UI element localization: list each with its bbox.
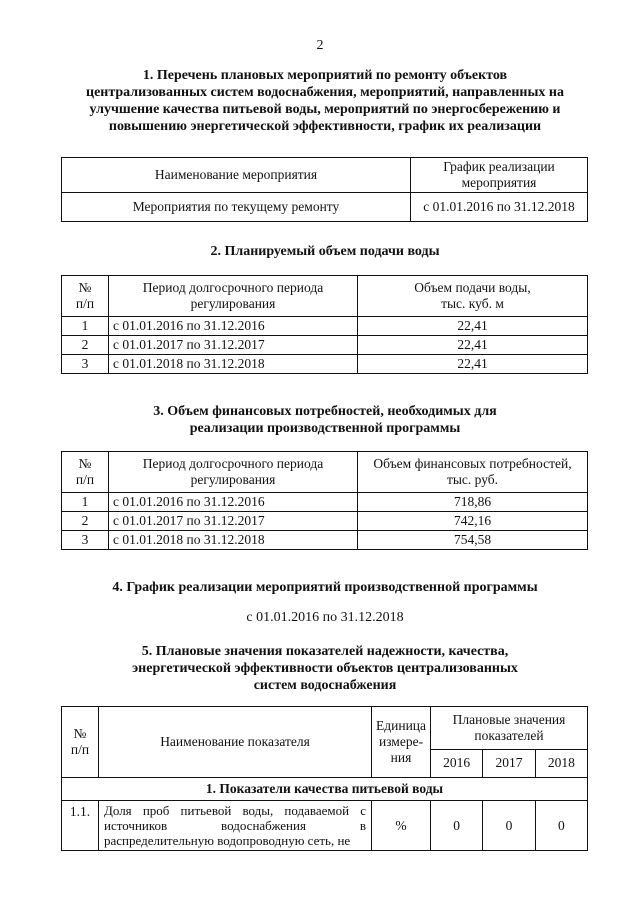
row-value: 718,86 [358,493,588,512]
section3-title-line: реализации производственной программы [189,421,461,436]
row-name: Мероприятия по текущему ремонту [62,193,411,222]
row-value-2018: 0 [535,801,587,851]
section4-title: 4. График реализации мероприятий производственной программы [112,580,538,595]
row-value: 22,41 [358,336,588,355]
header-value-cell [358,452,588,493]
header-value-line: Объем финансовых потребностей, [373,456,572,471]
header-num-cell [62,452,109,493]
table-row [62,336,588,355]
row-num: 1 [62,317,109,336]
table-header-row [62,707,588,750]
section3-table [61,451,588,550]
row-value: 742,16 [358,512,588,531]
header-value-cell [358,276,588,317]
header-value-line: Объем подачи воды, [414,280,531,295]
header-schedule-line: График реализации [443,159,555,174]
table-row [62,317,588,336]
header-year-2017: 2017 [483,749,535,777]
section2-table [61,275,588,374]
header-period-cell [109,276,358,317]
header-period-line: регулирования [190,472,276,487]
header-period-line: Период долгосрочного периода [142,280,324,295]
row-value-2017: 0 [483,801,535,851]
header-unit-cell [372,707,431,778]
header-plan-line: показателей [474,727,544,743]
section1-title-line: улучшение качества питьевой воды, мероприятий по энергосбережению и [89,102,561,117]
header-num-line: № [78,456,92,471]
quality-subheader-text: 1. Показатели качества питьевой воды [205,781,444,796]
page-number: 2 [316,38,324,53]
header-name: Наименование показателя [160,734,310,749]
row-num: 1 [62,493,109,512]
row-value: 754,58 [358,531,588,550]
header-unit-line: Единица [376,718,427,733]
row-period: с 01.01.2016 по 31.12.2016 [109,317,358,336]
header-schedule-line: мероприятия [461,175,537,190]
section1-table [61,157,588,222]
table-row [62,512,588,531]
header-name-cell [99,707,372,778]
header-year-2016: 2016 [431,749,483,777]
row-value: 22,41 [358,317,588,336]
header-num-line: № [73,726,87,741]
header-num-cell [62,707,99,778]
table-row [62,801,588,851]
header-period-line: регулирования [190,296,276,311]
header-schedule-cell [411,158,588,193]
section1-title-line: централизованных систем водоснабжения, мероприятий, направленных на [86,85,564,100]
section5-title-line: 5. Плановые значения показателей надежности, качества, [141,644,509,659]
header-unit-line: измере- [378,734,424,749]
header-period-cell [109,452,358,493]
row-num: 2 [62,512,109,531]
section5-title-line: систем водоснабжения [253,678,397,693]
header-value-line: тыс. руб. [446,472,499,487]
row-unit: % [372,801,431,851]
header-plan-cell [431,707,588,750]
header-name-cell [62,158,411,193]
row-period: с 01.01.2016 по 31.12.2016 [109,493,358,512]
table-row [62,193,588,222]
row-period: с 01.01.2017 по 31.12.2017 [109,336,358,355]
section1-title-line: повышению энергетической эффективности, график их реализации [108,119,542,134]
header-unit-line: ния [390,750,412,765]
section1-title-line: 1. Перечень плановых мероприятий по ремонту объектов [142,68,508,83]
row-num: 3 [62,355,109,374]
section2-title: 2. Планируемый объем подачи воды [210,244,440,259]
quality-subheader [62,778,588,801]
section5-title-line: энергетической эффективности объектов централизованных [132,661,518,676]
section3-title-line: 3. Объем финансовых потребностей, необходимых для [153,404,497,419]
header-name: Наименование мероприятия [154,167,318,182]
section4-period: с 01.01.2016 по 31.12.2018 [246,610,404,625]
header-num-line: п/п [70,742,90,757]
header-num-line: п/п [75,296,95,311]
row-value-2016: 0 [431,801,483,851]
section5-title [60,643,590,694]
table-row [62,493,588,512]
header-num-cell [62,276,109,317]
row-num: 2 [62,336,109,355]
row-num: 3 [62,531,109,550]
section1-title [60,67,590,135]
table-subheader-row [62,778,588,801]
table-header-row [62,158,588,193]
row-name: Доля проб питьевой воды, подаваемой с источников водоснабжения в распределительную водопроводную сеть, не [99,801,372,851]
row-num: 1.1. [62,801,99,851]
table-row [62,355,588,374]
row-value: 22,41 [358,355,588,374]
header-value-line: тыс. куб. м [441,296,504,311]
header-num-line: № [78,280,92,295]
header-num-line: п/п [75,472,95,487]
table-header-row [62,276,588,317]
section5-table [61,706,588,851]
table-header-row [62,452,588,493]
header-plan-line: Плановые значения [452,711,566,727]
row-schedule: с 01.01.2016 по 31.12.2018 [411,193,588,222]
section3-title [60,403,590,437]
header-period-line: Период долгосрочного периода [142,456,324,471]
table-row [62,531,588,550]
row-period: с 01.01.2018 по 31.12.2018 [109,355,358,374]
header-year-2018: 2018 [535,749,587,777]
row-period: с 01.01.2017 по 31.12.2017 [109,512,358,531]
row-period: с 01.01.2018 по 31.12.2018 [109,531,358,550]
